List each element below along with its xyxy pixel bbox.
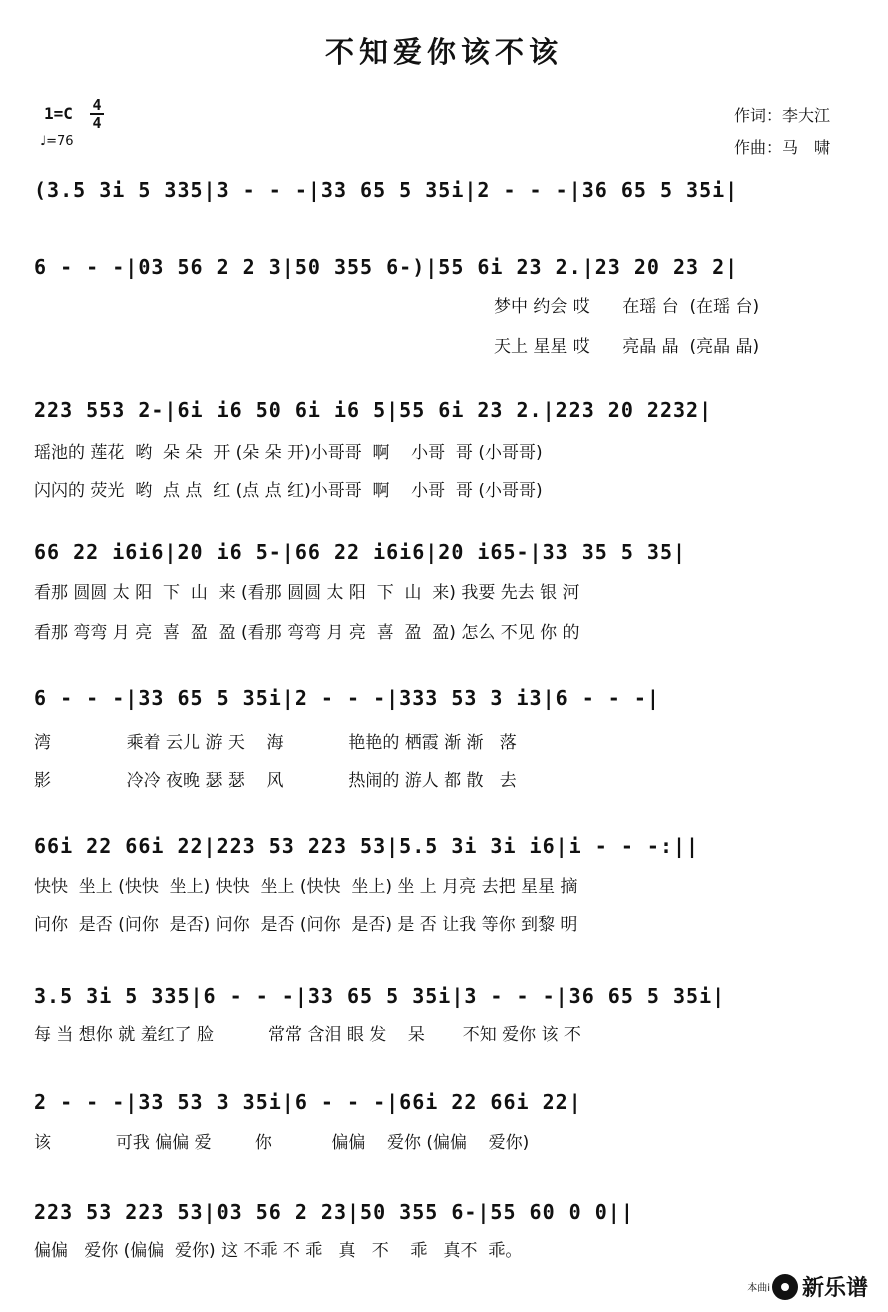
- notation-line-7: 3.5 3i 5 335|6 - - -|33 65 5 35i|3 - - -|36 65 5 35i|: [34, 984, 726, 1008]
- composer-credit: 作曲：马 啸: [734, 138, 831, 157]
- lyric-line-4-verse-2: 看那 弯弯 月 亮 喜 盈 盈 (看那 弯弯 月 亮 喜 盈 盈) 怎么 不见 你 的: [34, 623, 580, 643]
- lyric-line-2-verse-1: 梦中 约会 哎 在瑶 台 (在瑶 台): [494, 297, 760, 317]
- record-icon: [772, 1274, 798, 1300]
- watermark-small-text: 本曲i: [747, 1283, 770, 1294]
- lyric-line-8: 该 可我 偏偏 爱 你 偏偏 爱你 (偏偏 爱你): [34, 1133, 530, 1153]
- lyric-line-3-verse-1: 瑶池的 莲花 哟 朵 朵 开 (朵 朵 开)小哥哥 啊 小哥 哥 (小哥哥): [34, 443, 543, 463]
- lyric-line-5-verse-2: 影 冷冷 夜晚 瑟 瑟 风 热闹的 游人 都 散 去: [34, 771, 517, 791]
- lyricist-credit: 作词：李大江: [734, 106, 831, 125]
- time-signature-top: 4: [92, 96, 102, 114]
- watermark-brand: 新乐谱: [801, 1276, 868, 1301]
- notation-line-5: 6 - - -|33 65 5 35i|2 - - -|333 53 3 i3|6 - - -|: [34, 686, 660, 710]
- key-signature: 1=C: [44, 104, 73, 123]
- lyric-line-7: 每 当 想你 就 羞红了 脸 常常 含泪 眼 发 呆 不知 爱你 该 不: [34, 1025, 581, 1045]
- notation-line-6: 66i 22 66i 22|223 53 223 53|5.5 3i 3i i6|i - - -:||: [34, 834, 700, 858]
- lyric-line-9: 偏偏 爱你 (偏偏 爱你) 这 不乖 不 乖 真 不 乖 真不 乖。: [34, 1241, 523, 1261]
- time-signature: [90, 98, 104, 130]
- notation-line-4: 66 22 i6i6|20 i6 5-|66 22 i6i6|20 i65-|33 35 5 35|: [34, 540, 687, 564]
- watermark: [747, 1271, 868, 1302]
- lyric-line-6-verse-2: 问你 是否 (问你 是否) 问你 是否 (问你 是否) 是 否 让我 等你 到黎 明: [34, 915, 578, 935]
- lyric-line-3-verse-2: 闪闪的 荧光 哟 点 点 红 (点 点 红)小哥哥 啊 小哥 哥 (小哥哥): [34, 481, 543, 501]
- song-title: 不知爱你该不该: [324, 35, 563, 69]
- notation-line-3: 223 553 2-|6i i6 50 6i i6 5|55 6i 23 2.|223 20 2232|: [34, 398, 713, 422]
- notation-line-9: 223 53 223 53|03 56 2 23|50 355 6-|55 60 0 0||: [34, 1200, 634, 1224]
- lyric-line-4-verse-1: 看那 圆圆 太 阳 下 山 来 (看那 圆圆 太 阳 下 山 来) 我要 先去 银 河: [34, 583, 580, 603]
- notation-line-2: 6 - - -|03 56 2 2 3|50 355 6-)|55 6i 23 2.|23 20 23 2|: [34, 255, 739, 279]
- tempo-marking: ♩=76: [40, 134, 74, 149]
- lyric-line-6-verse-1: 快快 坐上 (快快 坐上) 快快 坐上 (快快 坐上) 坐 上 月亮 去把 星星 摘: [34, 877, 578, 897]
- time-signature-bottom: 4: [92, 114, 102, 132]
- lyric-line-2-verse-2: 天上 星星 哎 亮晶 晶 (亮晶 晶): [494, 337, 760, 357]
- notation-line-8: 2 - - -|33 53 3 35i|6 - - -|66i 22 66i 22|: [34, 1090, 582, 1114]
- lyric-line-5-verse-1: 湾 乘着 云儿 游 天 海 艳艳的 栖霞 渐 渐 落: [34, 733, 517, 753]
- notation-line-1: (3.5 3i 5 335|3 - - -|33 65 5 35i|2 - - -|36 65 5 35i|: [34, 178, 739, 202]
